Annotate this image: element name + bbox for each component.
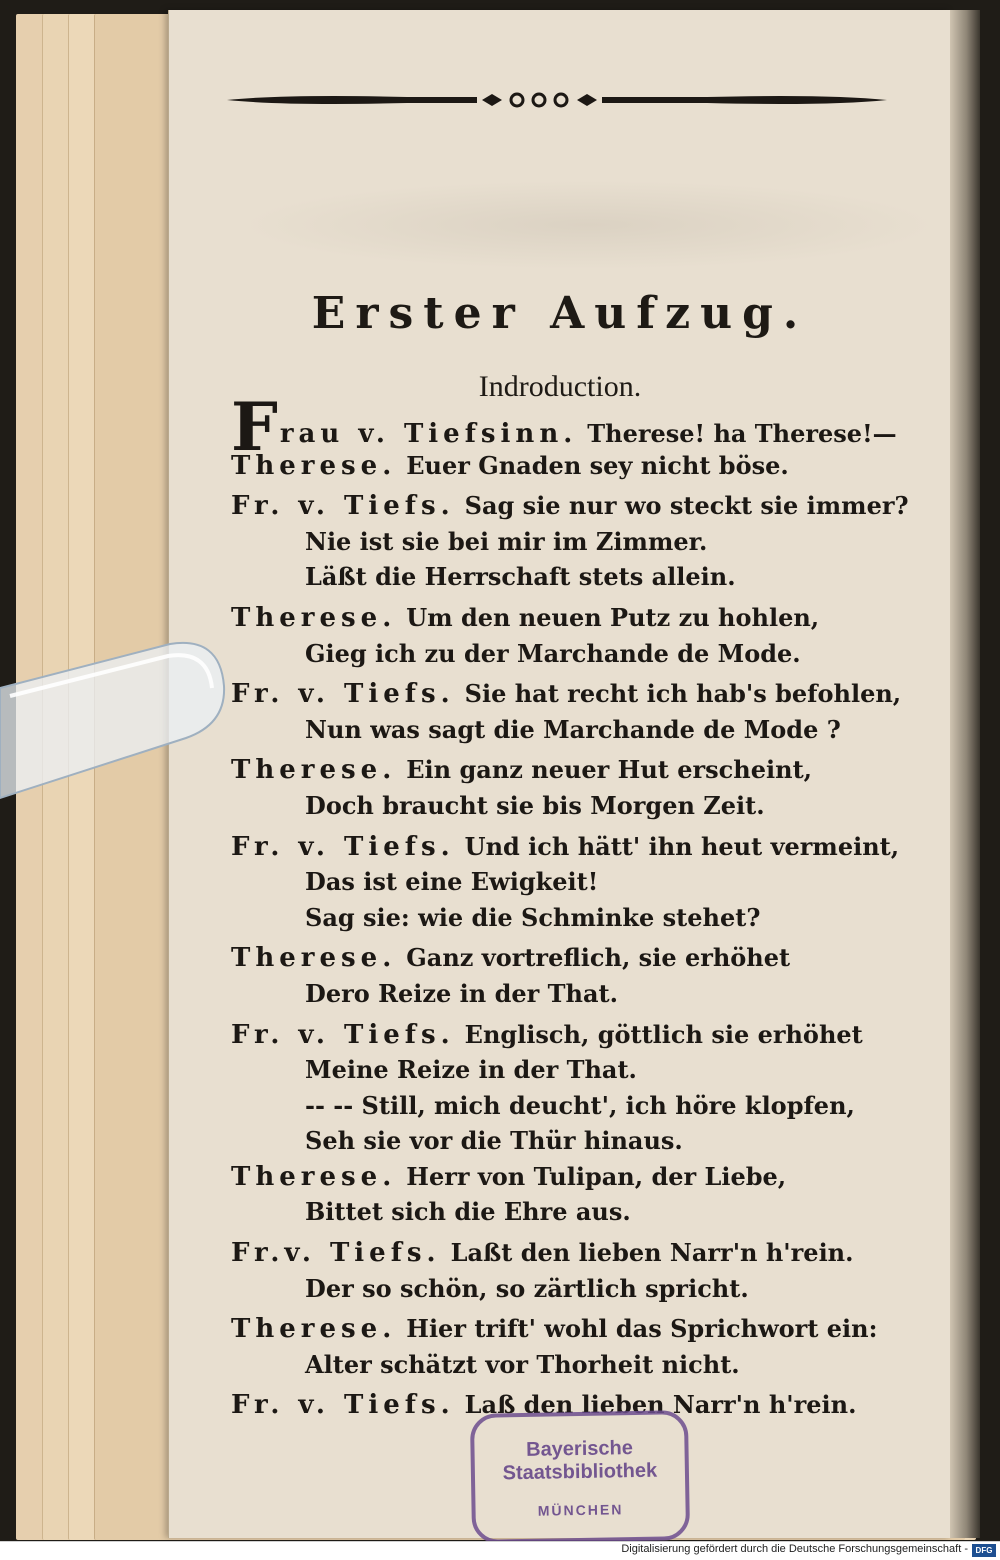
line-text: Seh sie vor die Thür hinaus. bbox=[305, 1126, 683, 1156]
text-line bbox=[231, 1271, 931, 1307]
text-line bbox=[231, 1194, 931, 1230]
text-line bbox=[231, 524, 931, 560]
line-text: Doch braucht sie bis Morgen Zeit. bbox=[305, 790, 765, 820]
line-text: Hier trift' wohl das Sprichwort ein: bbox=[406, 1314, 878, 1344]
speaker-name: Therese. bbox=[231, 755, 397, 786]
speaker-name: Fr. v. Tiefs. bbox=[231, 491, 455, 522]
text-line bbox=[231, 676, 931, 712]
speaker-name: Fr.v. Tiefs. bbox=[231, 1238, 441, 1269]
line-text: Das ist eine Ewigkeit! bbox=[305, 867, 599, 897]
speaker-name: Fr. v. Tiefs. bbox=[231, 1390, 455, 1421]
line-text: Nun was sagt die Marchande de Mode ? bbox=[305, 714, 841, 744]
text-line bbox=[231, 788, 931, 824]
line-text: Bittet sich die Ehre aus. bbox=[305, 1197, 631, 1227]
text-line bbox=[231, 559, 931, 595]
text-line bbox=[231, 900, 931, 936]
speaker-name: rau v. Tiefsinn. bbox=[279, 419, 578, 449]
text-line bbox=[231, 600, 931, 636]
text-line bbox=[231, 1017, 931, 1053]
text-line bbox=[231, 1123, 931, 1159]
line-text: Dero Reize in der That. bbox=[305, 978, 618, 1008]
text-line bbox=[231, 976, 931, 1012]
text-line bbox=[231, 1347, 931, 1383]
stamp-line: Bayerische bbox=[525, 1437, 634, 1461]
text-line bbox=[231, 488, 931, 524]
text-line bbox=[231, 712, 931, 748]
line-text: Ganz vortreflich, sie erhöhet bbox=[406, 943, 791, 973]
library-stamp bbox=[470, 1410, 690, 1544]
footer-bar bbox=[0, 1541, 1000, 1560]
line-text: Euer Gnaden sey nicht böse. bbox=[406, 450, 789, 480]
book-page bbox=[168, 10, 951, 1538]
speaker-name: Fr. v. Tiefs. bbox=[231, 679, 455, 710]
bleed-through-shadow bbox=[239, 180, 939, 270]
speaker-name: Therese. bbox=[231, 602, 397, 633]
speaker-name: Fr. v. Tiefs. bbox=[231, 1019, 455, 1050]
line-text: Um den neuen Putz zu hohlen, bbox=[406, 602, 820, 632]
text-line bbox=[231, 829, 931, 865]
line-text: -- -- Still, mich deucht', ich höre klopfen, bbox=[305, 1090, 855, 1120]
line-text: Therese! ha Therese!— bbox=[587, 419, 897, 448]
text-line bbox=[231, 636, 931, 672]
page-clip-holder bbox=[0, 628, 230, 818]
line-text: Ein ganz neuer Hut erscheint, bbox=[406, 755, 813, 785]
text-line bbox=[231, 1311, 931, 1347]
line-text: Meine Reize in der That. bbox=[305, 1055, 637, 1085]
line-text: Und ich hätt' ihn heut vermeint, bbox=[464, 831, 900, 861]
line-text: Alter schätzt vor Thorheit nicht. bbox=[305, 1349, 740, 1379]
line-text: Gieg ich zu der Marchande de Mode. bbox=[305, 638, 801, 668]
text-line bbox=[231, 940, 931, 976]
speaker-name: Therese. bbox=[231, 1314, 397, 1345]
line-text: Englisch, göttlich sie erhöhet bbox=[464, 1019, 863, 1049]
speaker-name: Therese. bbox=[231, 1161, 397, 1192]
text-line bbox=[231, 1088, 931, 1124]
text-line bbox=[231, 1235, 931, 1271]
line-text: Laß den lieben Narr'n h'rein. bbox=[464, 1390, 857, 1420]
line-text: Sie hat recht ich hab's befohlen, bbox=[464, 679, 902, 709]
libretto-text bbox=[231, 388, 931, 1423]
text-line bbox=[231, 448, 931, 484]
speaker-name: Therese. bbox=[231, 943, 397, 974]
drop-cap: F bbox=[231, 388, 278, 466]
ornament-rule bbox=[227, 88, 887, 112]
line-text: Der so schön, so zärtlich spricht. bbox=[305, 1273, 749, 1303]
line-text: Herr von Tulipan, der Liebe, bbox=[406, 1161, 787, 1191]
line-text: Laßt den lieben Narr'n h'rein. bbox=[450, 1238, 854, 1268]
text-line bbox=[231, 1052, 931, 1088]
footer-credit: Digitalisierung gefördert durch die Deutsche Forschungsgemeinschaft - bbox=[621, 1543, 968, 1555]
speaker-name: Therese. bbox=[231, 450, 397, 481]
stamp-line: MÜNCHEN bbox=[537, 1501, 624, 1519]
text-line bbox=[231, 864, 931, 900]
text-line bbox=[231, 752, 931, 788]
page-heading: Erster Aufzug. bbox=[311, 288, 809, 339]
line-text: Sag sie: wie die Schminke stehet? bbox=[305, 902, 761, 932]
line-text: Sag sie nur wo steckt sie immer? bbox=[464, 491, 909, 521]
line-text: Nie ist sie bei mir im Zimmer. bbox=[305, 526, 708, 556]
page-subheading: Indroduction. bbox=[478, 370, 642, 403]
speaker-name: Fr. v. Tiefs. bbox=[231, 831, 455, 862]
dfg-logo: DFG bbox=[972, 1544, 996, 1557]
stamp-line: Staatsbibliothek bbox=[502, 1459, 658, 1485]
line-text: Läßt die Herrschaft stets allein. bbox=[305, 562, 736, 592]
text-line bbox=[231, 1159, 931, 1195]
book-spine-shadow bbox=[950, 10, 980, 1538]
